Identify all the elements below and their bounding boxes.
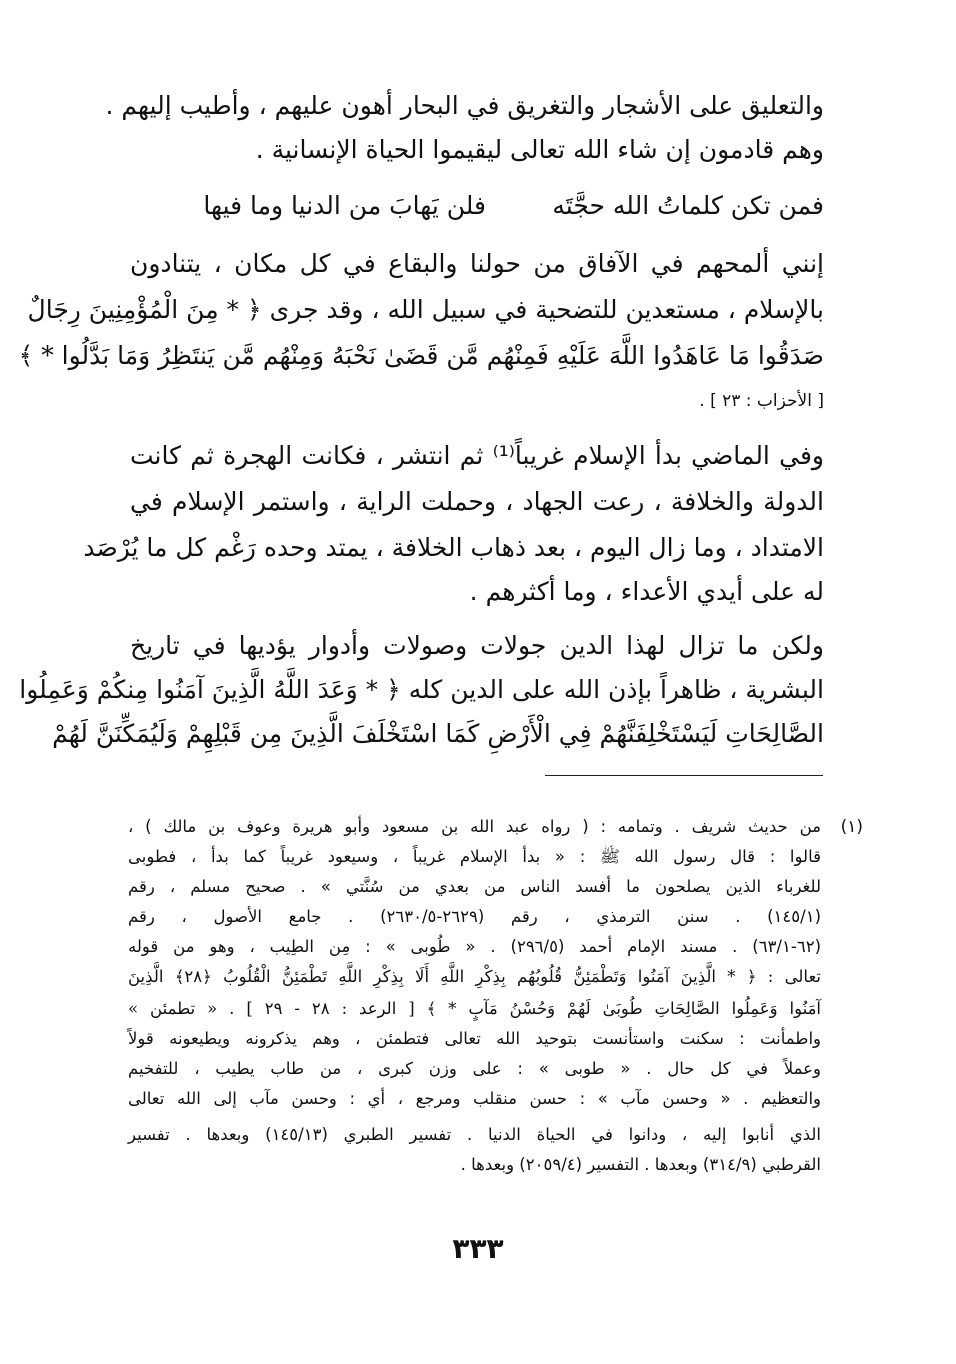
body-line-5-quran: صَدَقُوا مَا عَاهَدُوا اللَّهَ عَلَيْهِ فَمِنْهُم مَّن قَضَىٰ نَحْبَهُ وَمِنْهُم مَّن يَنتَظِرُ وَمَا بَدَّلُوا * ﴾	[18, 341, 824, 370]
poem-first-hemistich: فمن تكن كلماتُ الله حجَّتَه	[552, 191, 824, 220]
footnote-line-9: وعملاً في كل حال . « طوبى » : على وزن كبرى ، من طاب يطيب ، للتفخيم	[128, 1059, 821, 1078]
body-line-2: وهم قادمون إن شاء الله تعالى ليقيموا الحياة الإنسانية .	[255, 135, 824, 164]
body-line-1: والتعليق على الأشجار والتغريق في البحار أهون عليهم ، وأطيب إليهم .	[105, 91, 824, 120]
body-line-9: الامتداد ، وما زال اليوم ، بعد ذهاب الخلافة ، يمتد وحده رَغْم كل ما يُرْصَد	[83, 533, 824, 562]
body-line-13-quran: الصَّالِحَاتِ لَيَسْتَخْلِفَنَّهُمْ فِي الْأَرْضِ كَمَا اسْتَخْلَفَ الَّذِينَ مِن قَبْلِهِمْ وَلَيُمَكِّنَنَّ لَهُمْ	[52, 719, 824, 748]
footnote-line-6-quran: تعالى : ﴿ * الَّذِينَ آمَنُوا وَتَطْمَئِنُّ قُلُوبُهُم بِذِكْرِ اللَّهِ أَلَا بِذِكْرِ اللَّهِ تَطْمَئِنُّ الْقُلُوبُ ﴿٢٨﴾ الَّذِينَ	[128, 967, 821, 986]
footnote-line-4: (١٤٥/١) . سنن الترمذي ، رقم (٢٦٢٩-٢٦٣٠/٥) . جامع الأصول ، رقم	[128, 907, 821, 926]
body-line-7: وفي الماضي بدأ الإسلام غريباً⁽¹⁾ ثم انتشر ، فكانت الهجرة ثم كانت	[130, 441, 824, 470]
footnote-line-11: الذي أنابوا إليه ، ودانوا في الحياة الدنيا . تفسير الطبري (١٤٥/١٣) وبعدها . تفسير	[128, 1125, 822, 1144]
footnote-line-12: القرطبي (٣١٤/٩) وبعدها . التفسير (٢٠٥٩/٤) وبعدها .	[460, 1155, 821, 1174]
poem-second-hemistich: فلن يَهابَ من الدنيا وما فيها	[203, 191, 486, 220]
body-line-11: ولكن ما تزال لهذا الدين جولات وصولات وأدوار يؤديها في تاريخ	[130, 631, 824, 660]
footnote-line-3: للغرباء الذين يصلحون ما أفسد الناس من بعدي من سُنَّتي » . صحيح مسلم ، رقم	[128, 877, 821, 896]
footnote-line-8: واطمأنت : سكنت واستأنست بتوحيد الله تعالى فتطمئن ، وهم يذكرونه ويطيعونه قولاً	[128, 1029, 821, 1048]
footnote-line-7-quran: آمَنُوا وَعَمِلُوا الصَّالِحَاتِ طُوبَىٰ لَهُمْ وَحُسْنُ مَآبٍ * ﴾ [ الرعد : ٢٨ - ٢٩ ] . « تطمئن »	[128, 999, 821, 1018]
body-line-10: له على أيدي الأعداء ، وما أكثرهم .	[469, 577, 824, 606]
body-line-12: البشرية ، ظاهراً بإذن الله على الدين كله ﴿ * وَعَدَ اللَّهُ الَّذِينَ آمَنُوا مِنكُمْ وَعَمِلُوا	[19, 675, 824, 704]
body-line-3: إنني ألمحهم في الآفاق من حولنا والبقاع في كل مكان ، يتنادون	[130, 249, 824, 278]
footnote-line-1: من حديث شريف . وتمامه : ( رواه عبد الله بن مسعود وأبو هريرة وعوف بن مالك ) ،	[128, 817, 821, 836]
body-line-8: الدولة والخلافة ، رعت الجهاد ، وحملت الراية ، واستمر الإسلام في	[130, 487, 824, 516]
footnote-line-5: (٦٢-٦٣/١) . مسند الإمام أحمد (٢٩٦/٥) . « طُوبى » : مِن الطِيب ، وهو من قوله	[128, 937, 821, 956]
footnote-line-2: قالوا : قال رسول الله ﷺ : « بدأ الإسلام غريباً ، وسيعود غريباً كما بدأ ، فطوبى	[128, 847, 821, 866]
footnote-line-10: والتعظيم . « وحسن مآب » : حسن منقلب ومرجع ، أي : وحسن مآب إلى الله تعالى	[128, 1089, 821, 1108]
body-line-4: بالإسلام ، مستعدين للتضحية في سبيل الله ، وقد جرى ﴿ * مِنَ الْمُؤْمِنِينَ رِجَالٌ	[27, 295, 824, 324]
quran-reference: [ الأحزاب : ٢٣ ] .	[699, 391, 824, 411]
footnote-separator	[545, 775, 823, 776]
footnote-number: (١)	[840, 817, 863, 837]
page-number: ٣٣٣	[452, 1232, 504, 1265]
